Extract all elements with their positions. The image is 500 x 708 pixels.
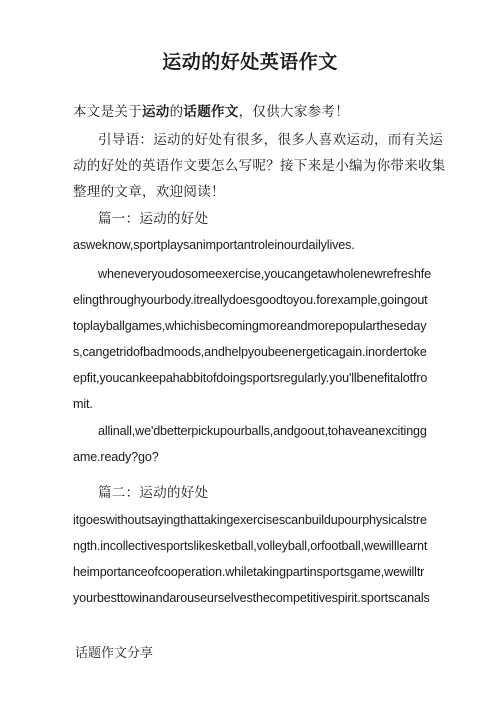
intro-prefix: 本文是关于 [73,104,142,120]
essay2-line-3: heimportanceofcooperation.whiletakingpartinsportsgame,wewilltr [73,565,425,579]
intro-mid: 的 [169,104,184,120]
guide-line-1: 引导语：运动的好处有很多，很多人喜欢运动，而有关运 [98,132,443,148]
page-title: 运动的好处英语作文 [162,51,338,73]
essay1-para3-line-1: allinall,we'dbetterpickupourballs,andgoout,tohaveanexcitingg [98,424,427,438]
essay1-para2-line-5: epfit,youcankeepahabbitofdoingsportsregularly.you'llbenefitalotfro [73,371,428,385]
essay2-line-1: itgoeswithoutsayingthattakingexercisescanbuildupourphysicalstre [73,513,427,527]
essay2-line-2: ngth.incollectivesportslikesketball,volleyball,orfootball,wewilllearnt [73,539,428,553]
essay2-heading: 篇二：运动的好处 [98,485,209,501]
intro-topic: 运动 [142,104,170,120]
guide-line-2: 动的好处的英语作文要怎么写呢？接下来是小编为你带来收集 [73,158,446,174]
essay1-para2-line-1: wheneveryoudosomeexercise,youcangetawholenewrefreshfe [98,267,431,281]
essay1-para2-line-6: mit. [73,397,93,411]
guide-line-3: 整理的文章，欢迎阅读！ [73,184,225,200]
essay1-para2-line-3: toplayballgames,whichisbecomingmoreandmorepopulartheseday [73,319,427,333]
essay1-para2-line-2: elingthroughyourbody.itreallydoesgoodtoyou.forexample,goingout [73,293,428,307]
essay2-line-4: yourbesttowinandarouseurselvesthecompetitivespirit.sportscanals [73,591,430,605]
intro-category: 话题作文 [183,104,239,120]
page-footer: 话题作文分享 [75,646,154,661]
essay1-para1-line-1: asweknow,sportplaysanimportantroleinourdailylives. [73,238,355,252]
essay1-heading: 篇一：运动的好处 [98,211,209,227]
essay1-para3-line-2: ame.ready?go? [73,450,159,464]
essay1-para2-line-4: s,cangetridofbadmoods,andhelpyoubeenergeticagain.inordertoke [73,345,427,359]
intro-line [73,103,349,121]
intro-suffix: ，仅供大家参考！ [238,104,350,120]
